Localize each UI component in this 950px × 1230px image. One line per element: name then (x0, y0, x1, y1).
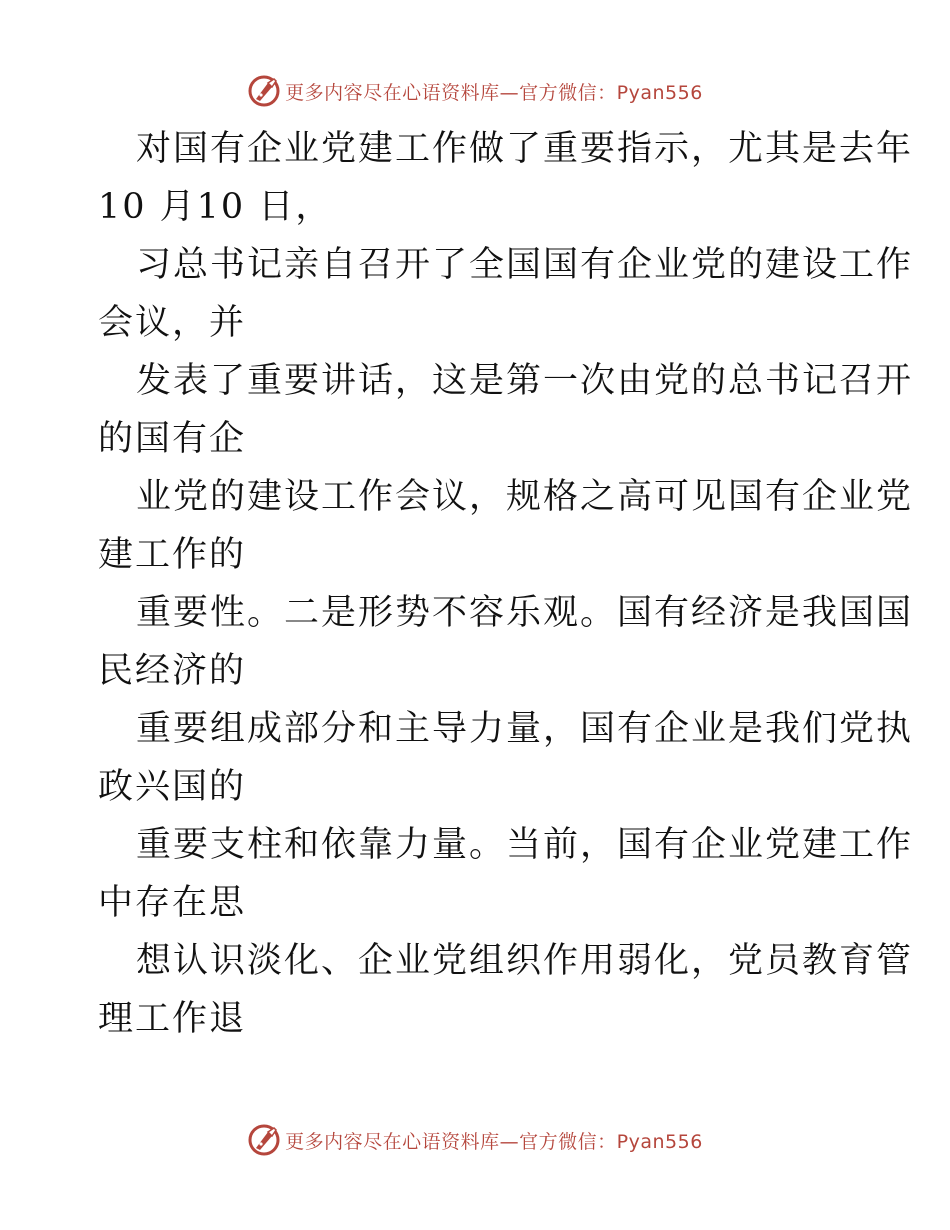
pen-nib-icon (247, 74, 281, 108)
text-line: 建工作的 (98, 535, 247, 575)
text-line: 发表了重要讲话，这是第一次由党的总书记召开 (136, 361, 914, 401)
text-line: 中存在思 (98, 883, 247, 923)
text-line: 会议，并 (98, 303, 247, 343)
text-line: 重要支柱和依靠力量。当前，国有企业党建工作 (136, 825, 914, 865)
footer-banner-text: 更多内容尽在心语资料库—官方微信：Pyan556 (285, 1130, 703, 1153)
text-line: 对国有企业党建工作做了重要指示，尤其是去年 (136, 129, 914, 169)
text-line: 业党的建设工作会议，规格之高可见国有企业党 (136, 477, 914, 517)
document-body (98, 120, 914, 1048)
footer-banner (0, 1120, 950, 1160)
text-line: 政兴国的 (98, 767, 247, 807)
header-banner (0, 71, 950, 111)
text-line: 习总书记亲自召开了全国国有企业党的建设工作 (136, 245, 914, 285)
text-line: 民经济的 (98, 651, 247, 691)
pen-nib-icon (247, 1123, 281, 1157)
text-line: 的国有企 (98, 419, 247, 459)
header-banner-text: 更多内容尽在心语资料库—官方微信：Pyan556 (285, 81, 703, 104)
text-line: 理工作退 (98, 999, 247, 1039)
text-line: 重要组成部分和主导力量，国有企业是我们党执 (136, 709, 914, 749)
text-line: 想认识淡化、企业党组织作用弱化，党员教育管 (136, 941, 914, 981)
text-line: 重要性。二是形势不容乐观。国有经济是我国国 (136, 593, 914, 633)
text-line: 10 月10 日， (98, 187, 333, 227)
